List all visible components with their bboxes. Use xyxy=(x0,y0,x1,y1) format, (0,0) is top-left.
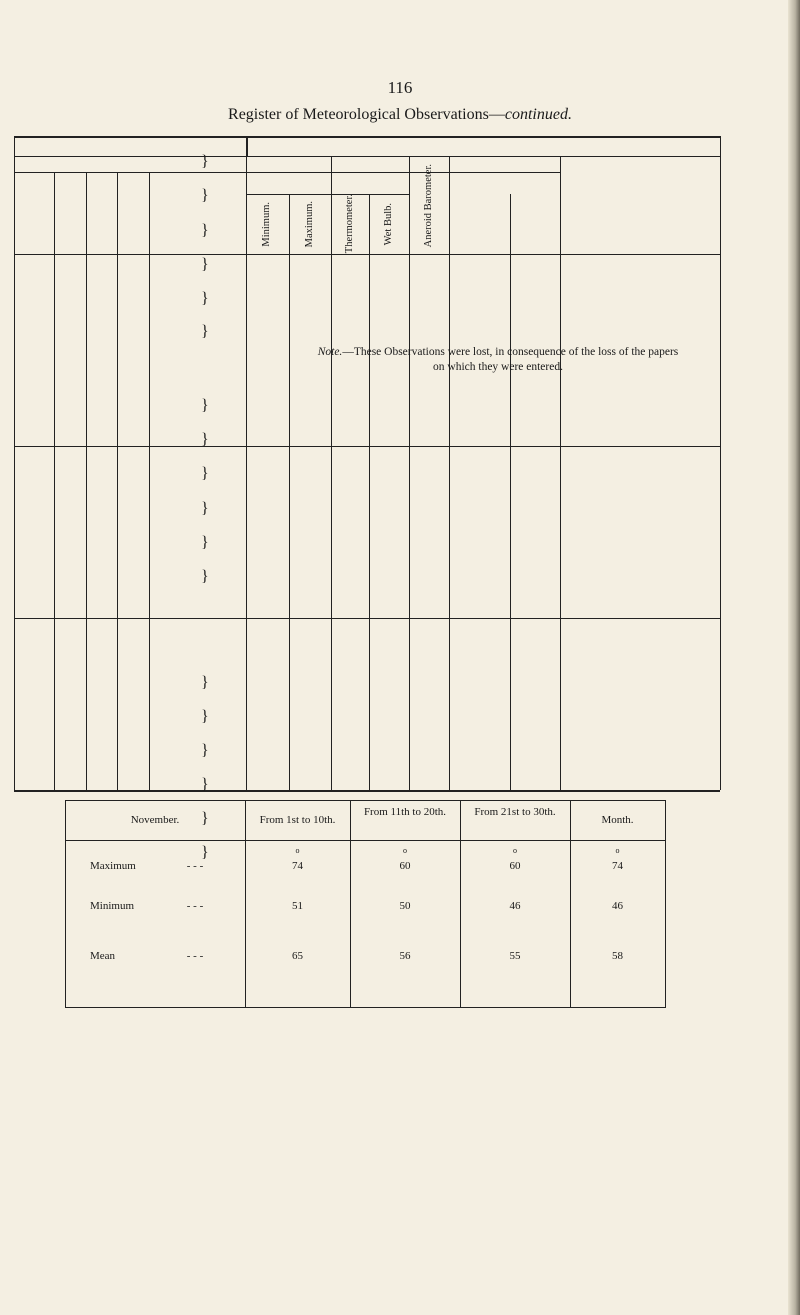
summary-header: November. xyxy=(130,814,180,826)
v-rule xyxy=(449,156,450,790)
summary-value: 60 xyxy=(399,860,411,872)
summary-header: From 11th to 20th. xyxy=(363,806,447,818)
header-wet-bulb: Wet Bulb. xyxy=(382,202,394,246)
page-number: 116 xyxy=(387,78,413,97)
note-label: Note. xyxy=(317,345,343,358)
page-edge xyxy=(788,0,800,1315)
summary-value: 58 xyxy=(612,950,623,962)
v-rule xyxy=(14,136,15,156)
maxima-brace: } xyxy=(201,674,209,691)
summary-value: 65 xyxy=(292,950,303,962)
maxima-brace: } xyxy=(201,153,209,170)
v-rule xyxy=(54,172,55,790)
summary-header: Month. xyxy=(601,814,634,826)
maxima-brace: } xyxy=(201,844,209,861)
title-suffix: continued. xyxy=(504,106,572,123)
h-rule xyxy=(14,254,720,255)
summary-table xyxy=(65,800,665,1008)
note-text: —These Observations were lost, in consequence of the loss of the papers xyxy=(342,345,679,358)
maxima-brace: } xyxy=(201,568,209,585)
page-title xyxy=(0,106,800,124)
h-rule xyxy=(14,790,720,792)
summary-leader: - - - xyxy=(186,950,204,962)
summary-leader: - - - xyxy=(186,860,204,872)
h-rule xyxy=(14,172,560,173)
v-rule xyxy=(246,136,248,156)
summary-value: 60 xyxy=(509,860,521,872)
v-rule xyxy=(117,172,118,790)
v-rule xyxy=(86,172,87,790)
v-rule xyxy=(560,156,561,790)
summary-row-label: Mean xyxy=(90,950,116,962)
header-minimum-cell xyxy=(246,196,289,252)
maxima-brace: } xyxy=(201,397,209,414)
summary-row-label: Minimum xyxy=(90,900,135,912)
summary-degree: o xyxy=(295,846,300,855)
header-maximum-cell xyxy=(289,196,331,252)
summary-value: 46 xyxy=(612,900,623,912)
summary-v-rule xyxy=(665,800,666,1008)
summary-degree: o xyxy=(403,846,407,855)
summary-value: 74 xyxy=(292,860,303,872)
observations-lost-note xyxy=(286,345,710,376)
header-minimum: Minimum. xyxy=(261,201,273,247)
v-rule xyxy=(289,194,290,790)
maxima-brace: } xyxy=(201,222,209,239)
maxima-brace: } xyxy=(201,708,209,725)
summary-leader: - - - xyxy=(186,900,204,912)
maxima-brace: } xyxy=(201,323,209,340)
summary-degree: o xyxy=(615,846,620,855)
v-rule xyxy=(720,136,721,790)
summary-bottom-rule xyxy=(65,1007,665,1008)
maxima-brace: } xyxy=(201,742,209,759)
h-rule xyxy=(14,446,720,447)
maxima-brace: } xyxy=(201,534,209,551)
summary-degree: o xyxy=(513,846,517,855)
summary-value: 51 xyxy=(292,900,303,912)
summary-header-rule xyxy=(65,840,665,841)
header-thermometer: Thermometer. xyxy=(343,194,355,254)
header-maximum: Maximum. xyxy=(303,200,315,248)
v-rule xyxy=(369,194,370,790)
summary-value: 55 xyxy=(509,950,521,962)
summary-header: From 21st to 30th. xyxy=(474,806,556,818)
v-rule xyxy=(14,156,15,790)
h-rule xyxy=(246,194,409,195)
summary-value: 56 xyxy=(399,950,411,962)
note-text-2: on which they were entered. xyxy=(433,361,563,374)
summary-v-rule xyxy=(65,800,66,1008)
summary-header: From 1st to 10th. xyxy=(259,814,336,826)
maxima-brace: } xyxy=(201,431,209,448)
title-prefix: Register of Meteorological Observations— xyxy=(228,106,505,123)
maxima-brace: } xyxy=(201,810,209,827)
summary-value: 74 xyxy=(612,860,623,872)
maxima-brace: } xyxy=(201,465,209,482)
header-aneroid: Aneroid Barometer. xyxy=(422,164,434,248)
v-rule xyxy=(510,194,511,790)
h-rule xyxy=(14,618,720,619)
maxima-brace: } xyxy=(201,776,209,793)
summary-top-rule xyxy=(65,800,665,801)
maxima-brace: } xyxy=(201,256,209,273)
maxima-brace: } xyxy=(201,290,209,307)
summary-value: 50 xyxy=(399,900,411,912)
summary-value: 46 xyxy=(509,900,521,912)
header-thermometer-cell xyxy=(331,196,369,252)
maxima-brace: } xyxy=(201,187,209,204)
h-rule xyxy=(14,156,720,157)
maxima-brace: } xyxy=(201,500,209,517)
h-rule xyxy=(14,136,720,138)
summary-row-label: Maximum xyxy=(90,860,136,872)
header-aneroid-cell xyxy=(409,160,449,252)
header-wet-bulb-cell xyxy=(369,196,409,252)
v-rule xyxy=(149,172,150,790)
